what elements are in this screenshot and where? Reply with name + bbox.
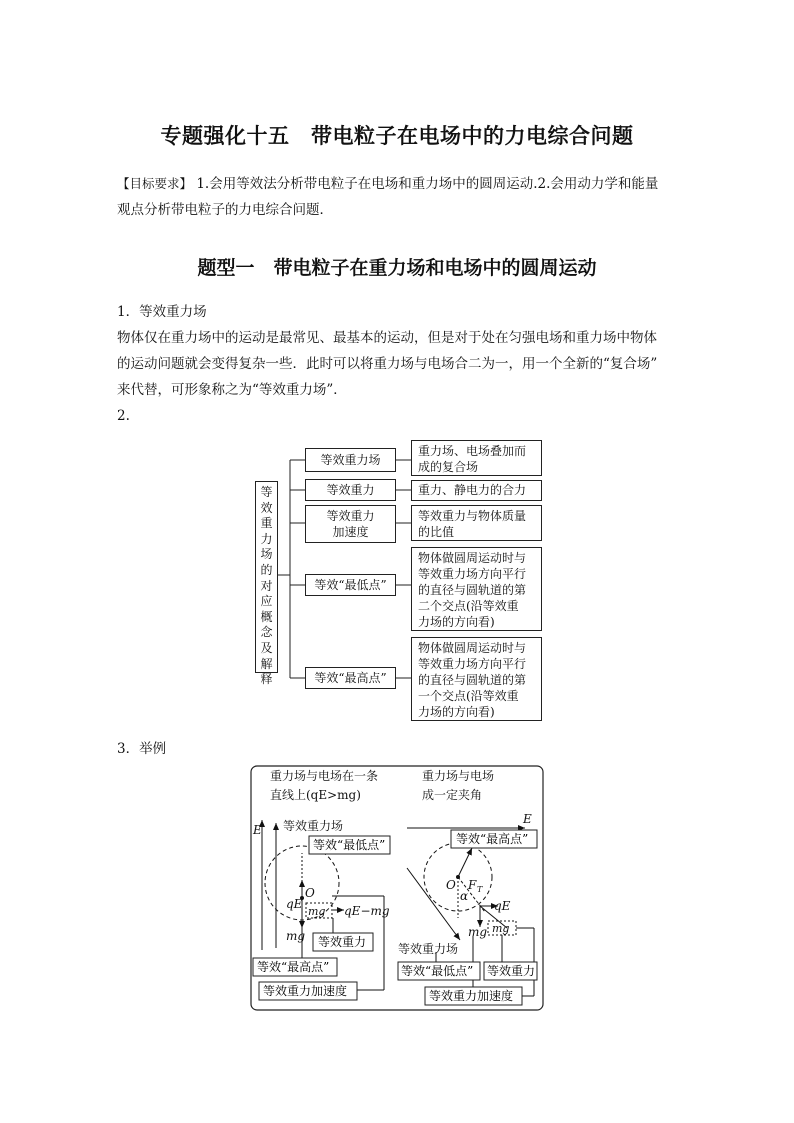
explain-4-line4: 二个交点(沿等效重 xyxy=(418,599,519,613)
explain-1-line1: 重力场、电场叠加而 xyxy=(418,444,527,458)
right-gravity: 等效重力 xyxy=(487,964,536,978)
item1-para-3: 来代替，可形象称之为“等效重力场”． xyxy=(117,382,347,398)
explain-5-line1: 物体做圆周运动时与 xyxy=(418,641,527,655)
right-FT: F xyxy=(468,878,477,892)
concept-5: 等效“最高点” xyxy=(305,667,396,689)
left-eq-field: 等效重力场 xyxy=(283,819,344,833)
right-accel: 等效重力加速度 xyxy=(429,989,514,1003)
left-gravity: 等效重力 xyxy=(318,935,367,949)
right-header-1: 重力场与电场 xyxy=(422,769,495,783)
right-lowest: 等效“最低点” xyxy=(401,964,474,978)
objective-label: 【目标要求】 xyxy=(117,176,193,191)
left-O: O xyxy=(305,886,315,900)
explain-5-line3: 的直径与圆轨道的第 xyxy=(418,673,527,687)
concept-3-line1: 等效重力 xyxy=(326,509,375,523)
left-mg: mg xyxy=(286,929,306,943)
explain-5-line2: 等效重力场方向平行 xyxy=(418,657,527,671)
item1-title: 1．等效重力场 xyxy=(117,304,207,320)
right-alpha: α xyxy=(460,889,469,903)
right-qE: qE xyxy=(494,899,511,913)
left-lowest: 等效“最低点” xyxy=(313,838,386,852)
right-highest: 等效“最高点” xyxy=(456,832,529,846)
left-header-2: 直线上(qE>mg) xyxy=(270,788,361,802)
explain-4-line5: 力场的方向看) xyxy=(418,615,495,629)
right-E: E xyxy=(523,812,532,826)
page-title: 专题强化十五 带电粒子在电场中的力电综合问题 xyxy=(160,124,634,148)
concept-3-line2: 加速度 xyxy=(332,525,369,539)
item2-title: 2. xyxy=(117,408,130,424)
explain-4-line3: 的直径与圆轨道的第 xyxy=(418,583,527,597)
right-mg-box: mg xyxy=(492,922,510,935)
explain-5-line4: 一个交点(沿等效重 xyxy=(418,689,519,703)
left-mg-box: mg xyxy=(308,905,326,918)
right-FT-sub: T xyxy=(477,885,483,894)
right-header-2: 成一定夹角 xyxy=(422,788,483,802)
explain-3-line1: 等效重力与物体质量 xyxy=(418,509,527,523)
explain-1-line2: 成的复合场 xyxy=(418,460,479,474)
right-eq-field: 等效重力场 xyxy=(398,942,459,956)
left-E: E xyxy=(253,823,262,837)
section-heading: 题型一 带电粒子在重力场和电场中的圆周运动 xyxy=(197,257,597,279)
concept-1: 等效重力场 xyxy=(305,448,396,472)
item1-para-1: 物体仅在重力场中的运动是最常见、最基本的运动，但是对于处在匀强电场和重力场中物体 xyxy=(117,330,657,346)
left-qE: qE xyxy=(286,897,303,911)
left-highest: 等效“最高点” xyxy=(257,960,330,974)
explain-4-line2: 等效重力场方向平行 xyxy=(418,567,527,581)
objective-text-1: 1.会用等效法分析带电粒子在电场和重力场中的圆周运动.2.会用动力学和能量 xyxy=(196,176,659,192)
explain-5-line5: 力场的方向看) xyxy=(418,705,495,719)
left-accel: 等效重力加速度 xyxy=(263,984,348,998)
right-O: O xyxy=(446,878,456,892)
concept-2: 等效重力 xyxy=(305,479,396,501)
explain-4-line1: 物体做圆周运动时与 xyxy=(418,551,527,565)
explain-2-line1: 重力、静电力的合力 xyxy=(418,483,527,497)
left-qE-minus-mg: qE−mg xyxy=(344,904,390,918)
objective-text-2: 观点分析带电粒子的力电综合问题． xyxy=(117,202,333,218)
right-mg: mg xyxy=(468,925,488,939)
left-header-1: 重力场与电场在一条 xyxy=(270,769,379,783)
concept-map-root: 等效重力场的对应概念及解释 xyxy=(255,481,278,673)
item1-para-2: 的运动问题就会变得复杂一些．此时可以将重力场与电场合二为一，用一个全新的“复合场” xyxy=(117,356,658,372)
explain-3-line2: 的比值 xyxy=(418,525,455,539)
concept-4: 等效“最低点” xyxy=(305,574,396,596)
item3-title: 3．举例 xyxy=(117,741,167,757)
